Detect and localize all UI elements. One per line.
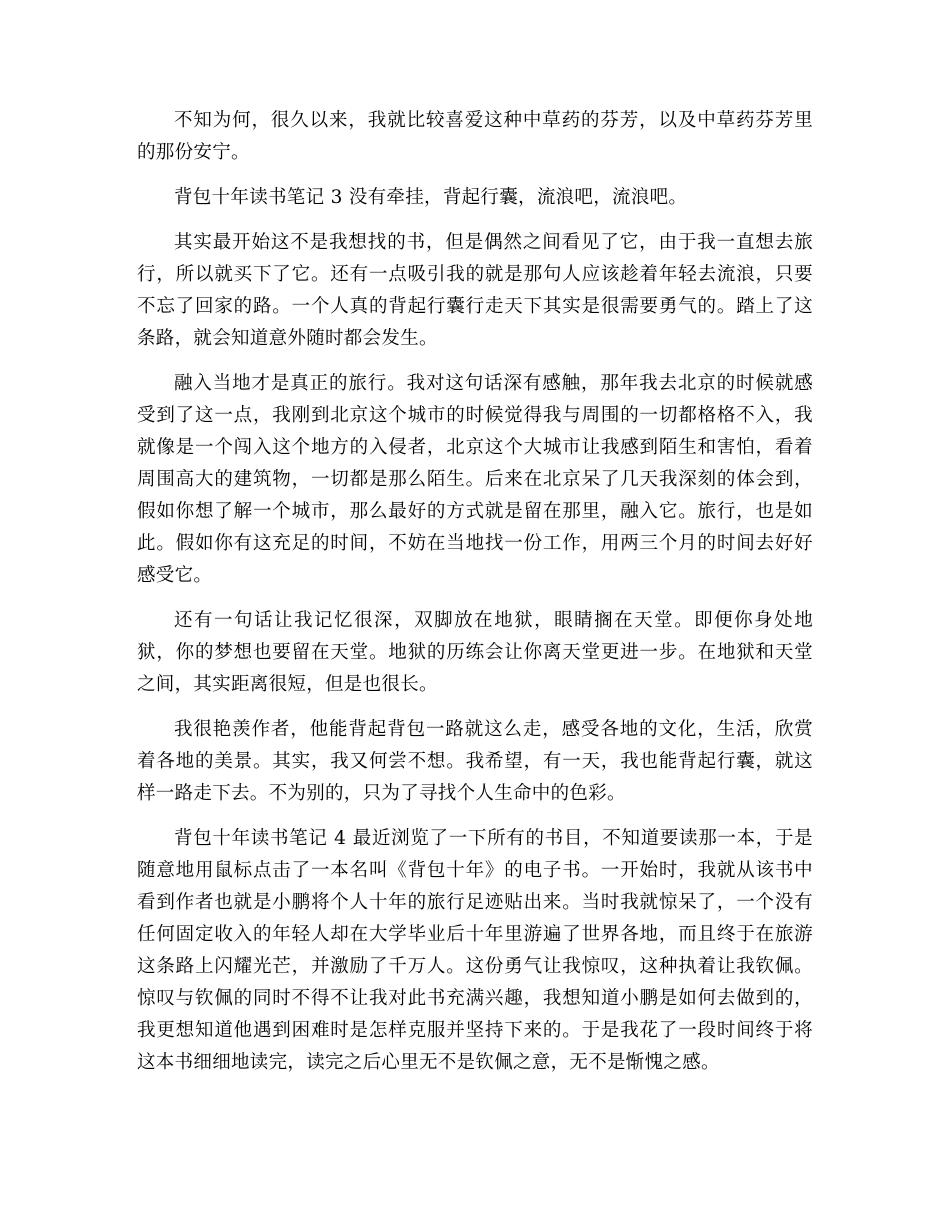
document-body [137,105,813,1092]
paragraph: 还有一句话让我记忆很深，双脚放在地狱，眼睛搁在天堂。即便你身处地狱，你的梦想也要留在天堂。地狱的历练会让你离天堂更进一步。在地狱和天堂之间，其实距离很短，但是也很长。 [137,610,813,695]
paragraph: 背包十年读书笔记 3 没有牵挂，背起行囊，流浪吧，流浪吧。 [174,187,688,208]
paragraph: 背包十年读书笔记 4 最近浏览了一下所有的书目，不知道要读那一本，于是随意地用鼠标点击了一本名叫《背包十年》的电子书。一开始时，我就从该书中看到作者也就是小鹏将个人十年的旅行足迹贴出来。当时我就惊呆了，一个没有任何固定收入的年轻人却在大学毕业后十年里游遍了世界各地，而且终于在旅游这条路上闪耀光芒，并激励了千万人。这份勇气让我惊叹，这种执着让我钦佩。惊叹与钦佩的同时不得不让我对此书充满兴趣，我想知道小鹏是如何去做到的，我更想知道他遇到困难时是怎样克服并坚持下来的。于是我花了一段时间终于将这本书细细地读完，读完之后心里无不是钦佩之意，无不是惭愧之感。 [137,828,813,1073]
paragraph: 我很艳羡作者，他能背起背包一路就这么走，感受各地的文化，生活，欣赏着各地的美景。其实，我又何尝不想。我希望，有一天，我也能背起行囊，就这样一路走下去。不为别的，只为了寻找个人生命中的色彩。 [137,719,813,804]
paragraph: 融入当地才是真正的旅行。我对这句话深有感触，那年我去北京的时候就感受到了这一点，我刚到北京这个城市的时候觉得我与周围的一切都格格不入，我就像是一个闯入这个地方的入侵者，北京这个大城市让我感到陌生和害怕，看着周围高大的建筑物，一切都是那么陌生。后来在北京呆了几天我深刻的体会到，假如你想了解一个城市，那么最好的方式就是留在那里，融入它。旅行，也是如此。假如你有这充足的时间，不妨在当地找一份工作，用两三个月的时间去好好感受它。 [137,373,813,586]
paragraph: 其实最开始这不是我想找的书，但是偶然之间看见了它，由于我一直想去旅行，所以就买下了它。还有一点吸引我的就是那句人应该趁着年轻去流浪，只要不忘了回家的路。一个人真的背起行囊行走天下其实是很需要勇气的。踏上了这条路，就会知道意外随时都会发生。 [137,232,813,349]
paragraph: 不知为何，很久以来，我就比较喜爱这种中草药的芬芳，以及中草药芬芳里的那份安宁。 [137,110,813,163]
